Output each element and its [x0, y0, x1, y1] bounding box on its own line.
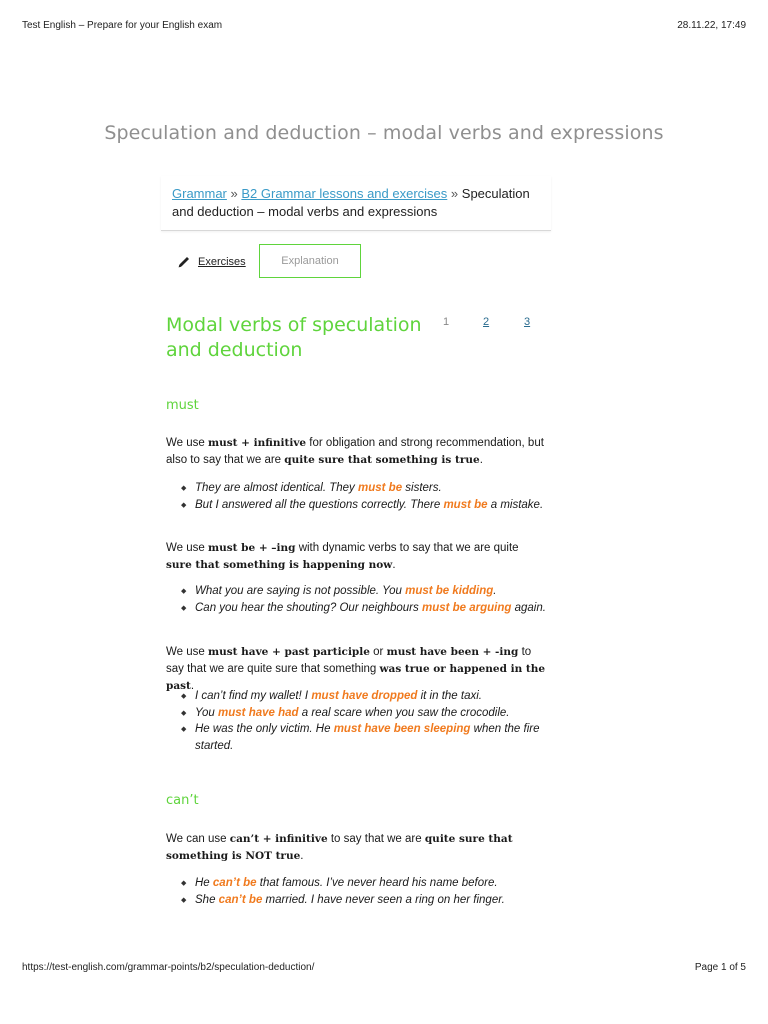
print-header — [22, 20, 746, 31]
highlight: must have been sleeping — [333, 723, 471, 735]
print-header-datetime: 28.11.22, 17:49 — [677, 20, 746, 31]
example-list — [176, 688, 546, 754]
tab-explanation-label: Explanation — [281, 255, 339, 267]
text: a mistake. — [487, 498, 544, 511]
print-header-title: Test English – Prepare for your English exam — [22, 20, 223, 31]
text: it in the taxi. — [417, 690, 482, 702]
list-item — [176, 892, 546, 909]
text: What you are saying is not possible. You — [195, 585, 406, 597]
bold-text: quite sure that something is true — [284, 454, 480, 466]
print-footer-url: https://test-english.com/grammar-points/b2/speculation-deduction/ — [22, 962, 315, 973]
tab-exercises[interactable] — [176, 252, 256, 272]
section-title: Modal verbs of speculation and deduction — [166, 314, 422, 361]
text: . — [300, 850, 304, 862]
text: You — [195, 706, 219, 719]
pencil-icon — [176, 254, 192, 270]
example-list — [176, 480, 546, 513]
text: . — [493, 585, 497, 597]
bold-text: must be + –ing — [207, 542, 296, 554]
tab-explanation[interactable] — [259, 244, 361, 278]
list-item — [176, 721, 546, 754]
breadcrumb-box — [161, 176, 551, 231]
text: that famous. I’ve never heard his name before. — [256, 877, 498, 889]
text: with dynamic verbs to say that we are quite — [295, 542, 519, 554]
highlight: must be — [443, 498, 488, 511]
example-list — [176, 583, 546, 616]
text: We use — [166, 437, 208, 449]
text: Can you hear the shouting? Our neighbours — [195, 601, 422, 614]
text: again. — [511, 601, 546, 614]
print-footer — [22, 962, 746, 973]
pager-page-2[interactable]: 2 — [483, 316, 490, 328]
highlight: can’t be — [218, 893, 263, 906]
text: sisters. — [402, 482, 442, 494]
text: . — [190, 680, 195, 692]
bold-text: sure that something is happening now — [166, 559, 393, 571]
breadcrumb-separator: » — [230, 186, 238, 201]
breadcrumb-separator: » — [450, 186, 459, 201]
breadcrumb — [172, 185, 542, 221]
text: to say that we are quite sure that something — [166, 646, 532, 675]
list-item — [176, 688, 546, 705]
pager-page-1: 1 — [443, 316, 450, 328]
text: But I answered all the questions correctly. There — [195, 498, 444, 511]
bold-text: must have been + -ing — [386, 646, 519, 658]
example-list — [176, 875, 546, 908]
highlight: must be arguing — [421, 601, 512, 614]
list-item — [176, 480, 546, 497]
highlight: must be kidding — [405, 585, 494, 597]
bold-text: quite sure that something is NOT true — [166, 833, 513, 862]
bold-text: was true or happened in the past — [166, 663, 546, 692]
tab-exercises-label: Exercises — [198, 256, 246, 268]
list-item — [176, 875, 546, 892]
text: or — [369, 646, 387, 658]
text: They are almost identical. They — [195, 482, 358, 494]
text: I can’t find my wallet! I — [195, 690, 312, 702]
paragraph — [166, 435, 546, 469]
highlight: must be — [358, 482, 403, 494]
text: to say that we are — [327, 833, 425, 845]
breadcrumb-link-grammar[interactable]: Grammar — [172, 186, 227, 201]
text: a real scare when you saw the crocodile. — [298, 706, 510, 719]
text: . — [479, 454, 483, 466]
breadcrumb-current: Speculation and deduction – modal verbs and expressions — [172, 186, 530, 219]
bold-text: must have + past participle — [207, 646, 370, 658]
text: We use — [166, 646, 208, 658]
text: She — [195, 893, 219, 906]
text: We use — [166, 542, 208, 554]
subheading-must: must — [166, 398, 199, 413]
list-item — [176, 600, 546, 617]
pager-page-3[interactable]: 3 — [524, 316, 531, 328]
list-item — [176, 705, 546, 722]
text: when the fire started. — [195, 723, 540, 752]
text: He — [195, 877, 213, 889]
text: . — [392, 559, 396, 571]
highlight: must have dropped — [311, 690, 418, 702]
highlight: must have had — [218, 706, 299, 719]
breadcrumb-link-b2-grammar[interactable]: B2 Grammar lessons and exercises — [241, 186, 448, 201]
text: married. I have never seen a ring on her finger. — [262, 893, 505, 906]
page-title: Speculation and deduction – modal verbs and expressions — [104, 122, 664, 144]
subheading-cant: can’t — [166, 793, 199, 808]
print-footer-page: Page 1 of 5 — [694, 962, 746, 973]
list-item — [176, 497, 546, 514]
paragraph — [166, 540, 546, 574]
text: We can use — [166, 833, 230, 845]
list-item — [176, 583, 546, 600]
text: for obligation and strong recommendation, but also to say that we are — [166, 437, 544, 466]
highlight: can’t be — [212, 877, 257, 889]
paragraph — [166, 831, 546, 865]
text: He was the only victim. He — [195, 723, 334, 735]
bold-text: must + infinitive — [207, 437, 307, 449]
bold-text: can’t + infinitive — [229, 833, 328, 845]
